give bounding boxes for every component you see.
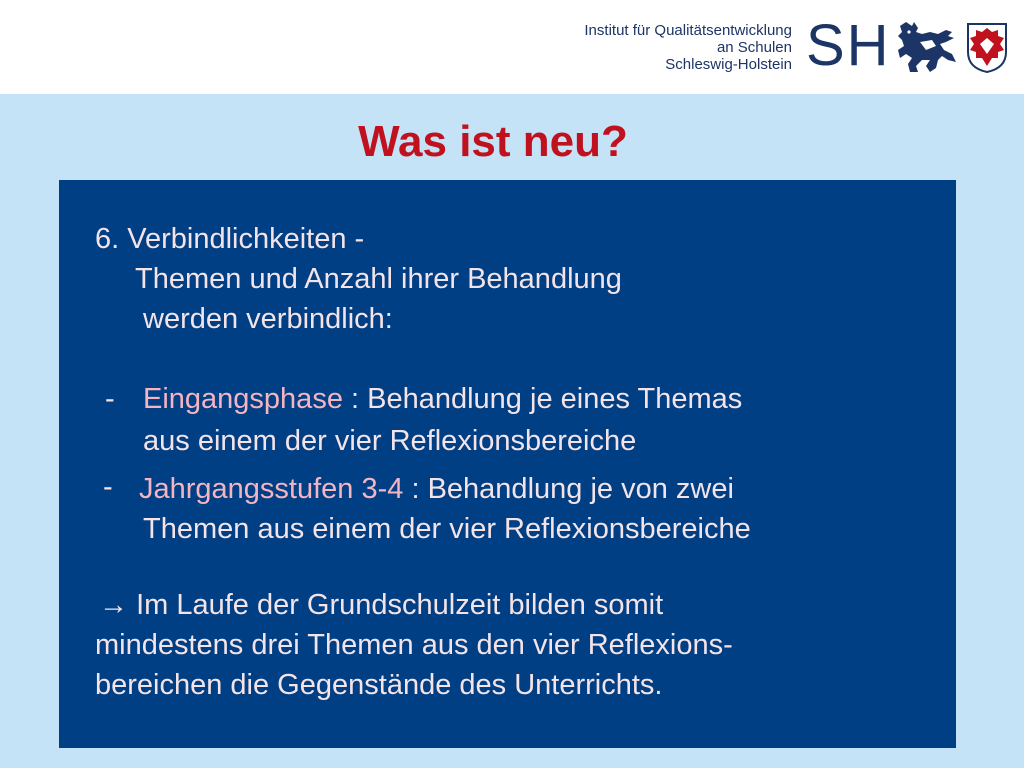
content-panel — [59, 180, 956, 748]
heading-line-1: 6. Verbindlichkeiten - — [95, 223, 365, 255]
header-bar — [0, 0, 1024, 94]
bullet-label: Jahrgangsstufen 3-4 — [139, 473, 404, 505]
conclusion-line-1 — [99, 588, 663, 622]
bullet-jahrgangsstufen — [139, 472, 734, 506]
sh-logo-text: SH — [806, 13, 891, 78]
conclusion-line-2: mindestens drei Themen aus den vier Reflexions- — [95, 629, 733, 661]
heading-line-2: Themen und Anzahl ihrer Behandlung — [135, 263, 622, 295]
bullet-text-line-2: Themen aus einem der vier Reflexionsbereiche — [143, 513, 751, 545]
bullet-text: : Behandlung je von zwei — [403, 473, 734, 505]
conclusion-line-3: bereichen die Gegenstände des Unterrichts. — [95, 669, 663, 701]
bullet-eingangsphase — [143, 382, 742, 416]
heading-line-3: werden verbindlich: — [143, 303, 393, 335]
institute-name — [584, 22, 792, 73]
slide-title: Was ist neu? — [358, 117, 628, 166]
bullet-dash: - — [103, 471, 113, 503]
bullet-label: Eingangsphase — [143, 383, 343, 415]
nettle-leaf-shield-icon — [964, 20, 1010, 74]
institute-line-3: Schleswig-Holstein — [665, 56, 792, 73]
bullet-dash: - — [105, 383, 115, 415]
bullet-text: : Behandlung je eines Themas — [342, 383, 743, 415]
institute-line-2: an Schulen — [716, 39, 792, 56]
conclusion-text: Im Laufe der Grundschulzeit bilden somit — [136, 589, 664, 621]
right-arrow-icon: → — [99, 589, 128, 621]
lion-icon — [896, 20, 958, 74]
institute-line-1: Institut für Qualitätsentwicklung — [584, 22, 792, 39]
bullet-text-line-2: aus einem der vier Reflexionsbereiche — [143, 425, 637, 457]
